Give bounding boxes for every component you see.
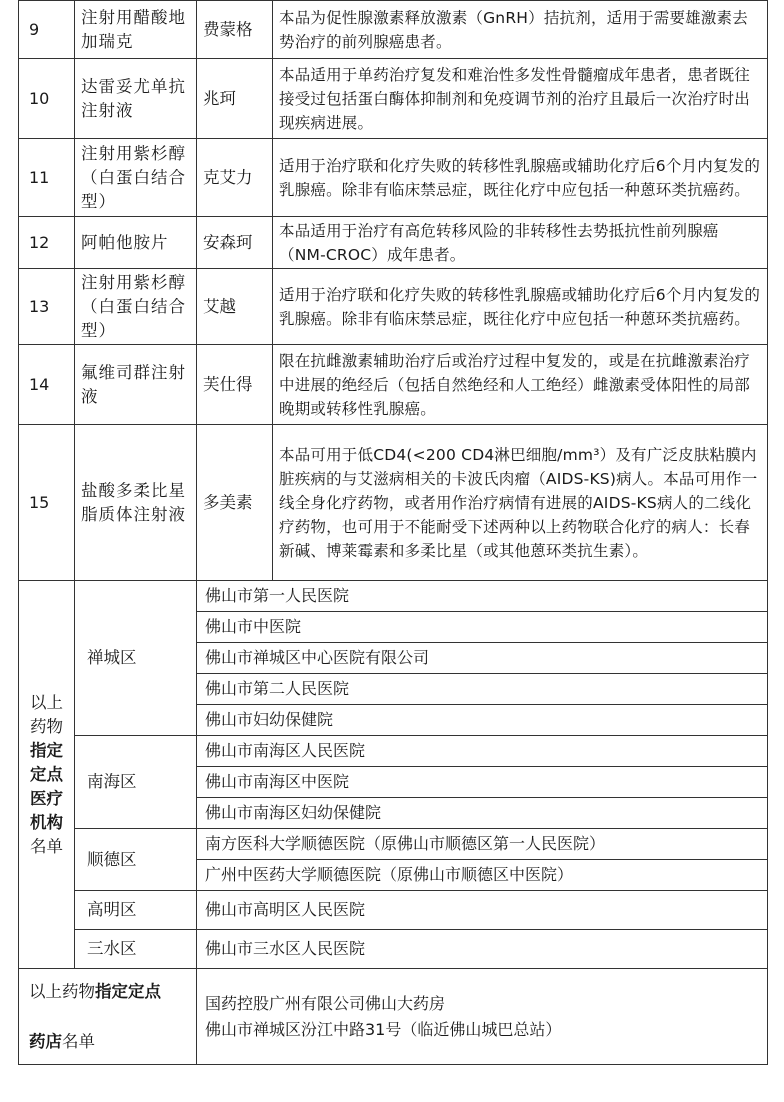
drug-name: 达雷妥尤单抗注射液 [75, 59, 197, 139]
drug-name: 阿帕他胺片 [75, 217, 197, 269]
drug-row [19, 345, 768, 425]
hospital-name: 佛山市禅城区中心医院有限公司 [197, 643, 768, 674]
brand-name: 安森珂 [197, 217, 273, 269]
drug-row [19, 1, 768, 59]
hospital-name: 佛山市中医院 [197, 612, 768, 643]
hospital-name: 佛山市高明区人民医院 [197, 891, 768, 930]
institution-row [19, 891, 768, 930]
institution-row [19, 829, 768, 860]
district-name: 三水区 [75, 930, 197, 969]
drug-indication: 本品可用于低CD4(<200 CD4淋巴细胞/mm³）及有广泛皮肤粘膜内脏疾病的与艾滋病相关的卡波氏肉瘤（AIDS-KS)病人。本品可用作一线全身化疗药物，或者用作治疗病情有进展的AIDS-KS病人的二线化疗药物，也可用于不能耐受下述两种以上药物联合化疗的病人：长春新碱、博莱霉素和多柔比星（或其他蒽环类抗生素）。 [273, 425, 768, 581]
hospital-name: 佛山市三水区人民医院 [197, 930, 768, 969]
hospital-name: 佛山市南海区妇幼保健院 [197, 798, 768, 829]
drug-name: 注射用紫杉醇（白蛋白结合型） [75, 139, 197, 217]
hospital-name: 广州中医药大学顺德医院（原佛山市顺德区中医院） [197, 860, 768, 891]
drug-name: 注射用紫杉醇（白蛋白结合型） [75, 269, 197, 345]
brand-name: 费蒙格 [197, 1, 273, 59]
pharmacy-label-pre: 以上药物 [29, 981, 95, 1001]
drug-name: 盐酸多柔比星脂质体注射液 [75, 425, 197, 581]
brand-name: 芙仕得 [197, 345, 273, 425]
row-number: 9 [19, 1, 75, 59]
district-name: 高明区 [75, 891, 197, 930]
drug-row [19, 217, 768, 269]
institution-row [19, 581, 768, 612]
drug-indication: 限在抗雌激素辅助治疗后或治疗过程中复发的，或是在抗雌激素治疗中进展的绝经后（包括自然绝经和人工绝经）雌激素受体阳性的局部晚期或转移性乳腺癌。 [273, 345, 768, 425]
row-number: 12 [19, 217, 75, 269]
institutions-label-post: 名单 [30, 836, 63, 856]
pharmacy-label-bold-2: 药店 [29, 1031, 62, 1051]
district-name: 南海区 [75, 736, 197, 829]
row-number: 15 [19, 425, 75, 581]
drug-name: 注射用醋酸地加瑞克 [75, 1, 197, 59]
pharmacy-label-bold: 指定定点 [95, 981, 161, 1001]
institutions-label-pre: 以上药物 [30, 692, 63, 736]
institution-row [19, 736, 768, 767]
hospital-name: 佛山市妇幼保健院 [197, 705, 768, 736]
brand-name: 多美素 [197, 425, 273, 581]
hospital-name: 佛山市第二人民医院 [197, 674, 768, 705]
brand-name: 克艾力 [197, 139, 273, 217]
row-number: 10 [19, 59, 75, 139]
drug-indication: 本品适用于单药治疗复发和难治性多发性骨髓瘤成年患者，患者既往接受过包括蛋白酶体抑制剂和免疫调节剂的治疗且最后一次治疗时出现疾病进展。 [273, 59, 768, 139]
institutions-label-bold: 指定定点医疗机构 [30, 740, 63, 832]
hospital-name: 佛山市南海区人民医院 [197, 736, 768, 767]
drug-table [18, 0, 768, 1065]
row-number: 13 [19, 269, 75, 345]
hospital-name: 佛山市第一人民医院 [197, 581, 768, 612]
brand-name: 兆珂 [197, 59, 273, 139]
row-number: 11 [19, 139, 75, 217]
hospital-name: 佛山市南海区中医院 [197, 767, 768, 798]
brand-name: 艾越 [197, 269, 273, 345]
hospital-name: 南方医科大学顺德医院（原佛山市顺德区第一人民医院） [197, 829, 768, 860]
drug-indication: 适用于治疗联和化疗失败的转移性乳腺癌或辅助化疗后6个月内复发的乳腺癌。除非有临床禁忌症，既往化疗中应包括一种蒽环类抗癌药。 [273, 139, 768, 217]
drug-row [19, 269, 768, 345]
drug-row [19, 425, 768, 581]
pharmacy-info [197, 969, 768, 1065]
pharmacy-label-post: 名单 [62, 1031, 95, 1051]
row-number: 14 [19, 345, 75, 425]
drug-indication: 本品为促性腺激素释放激素（GnRH）拮抗剂，适用于需要雄激素去势治疗的前列腺癌患者。 [273, 1, 768, 59]
drug-indication: 本品适用于治疗有高危转移风险的非转移性去势抵抗性前列腺癌（NM-CROC）成年患者。 [273, 217, 768, 269]
pharmacy-row [19, 969, 768, 1065]
pharmacy-label [19, 969, 197, 1065]
institutions-label [19, 581, 75, 969]
pharmacy-name: 国药控股广州有限公司佛山大药房 [205, 993, 446, 1013]
district-name: 禅城区 [75, 581, 197, 736]
drug-row [19, 139, 768, 217]
drug-name: 氟维司群注射液 [75, 345, 197, 425]
drug-indication: 适用于治疗联和化疗失败的转移性乳腺癌或辅助化疗后6个月内复发的乳腺癌。除非有临床禁忌症，既往化疗中应包括一种蒽环类抗癌药。 [273, 269, 768, 345]
drug-row [19, 59, 768, 139]
institution-row [19, 930, 768, 969]
pharmacy-address: 佛山市禅城区汾江中路31号（临近佛山城巴总站） [205, 1019, 562, 1039]
district-name: 顺德区 [75, 829, 197, 891]
